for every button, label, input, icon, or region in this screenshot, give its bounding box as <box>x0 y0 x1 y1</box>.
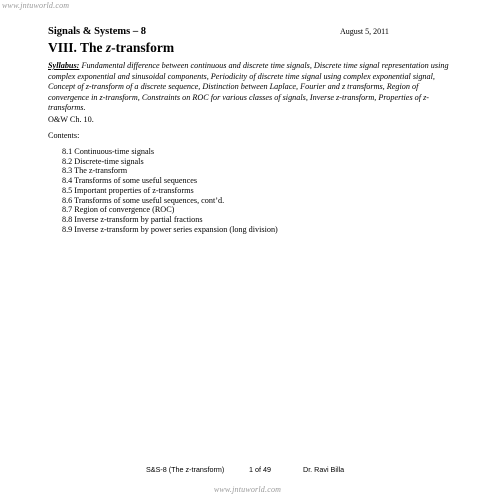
section-title <box>48 40 174 56</box>
contents-item: 8.7 Region of convergence (ROC) <box>62 205 175 215</box>
watermark-bottom: www.jntuworld.com <box>213 485 282 494</box>
footer-document-title: S&S-8 (The z-transform) <box>146 465 225 474</box>
contents-item: 8.5 Important properties of z-transforms <box>62 185 194 195</box>
header-date: August 5, 2011 <box>340 27 389 36</box>
section-title-variable: z <box>105 40 112 55</box>
section-title-suffix: -transform <box>111 40 175 55</box>
footer-author: Dr. Ravi Billa <box>303 465 345 474</box>
contents-list <box>62 147 278 234</box>
contents-item: 8.9 Inverse z-transform by power series expansion (long division) <box>62 224 278 234</box>
section-title-prefix: VIII. The <box>48 40 106 55</box>
watermark-top: www.jntuworld.com <box>2 1 70 10</box>
syllabus-paragraph <box>48 61 458 114</box>
course-header: Signals & Systems – 8 <box>48 26 147 37</box>
contents-heading: Contents: <box>48 131 80 140</box>
contents-item: 8.8 Inverse z-transform by partial fractions <box>62 214 203 224</box>
contents-item: 8.1 Continuous-time signals <box>62 147 155 156</box>
contents-item: 8.3 The z-transform <box>62 166 128 176</box>
footer-page-number: 1 of 49 <box>249 465 271 474</box>
contents-item: 8.4 Transforms of some useful sequences <box>62 176 198 186</box>
textbook-reference: O&W Ch. 10. <box>48 115 94 124</box>
contents-item: 8.6 Transforms of some useful sequences, cont’d. <box>62 195 225 205</box>
syllabus-text: Fundamental difference between continuous and discrete time signals, Discrete time signal representation using complex exponential and sinusoidal components, Periodicity of discrete time signal using complex exponential signal, Concept of z-transform of a discrete sequence, Distinction between Laplace, Fourier and z transforms, Region of convergence in z-transform, Constraints on ROC for various classes of signals, Inverse z-transform, Properties of z-transforms. <box>48 61 449 113</box>
contents-item: 8.2 Discrete-time signals <box>62 156 144 166</box>
syllabus-label: Syllabus: <box>48 61 80 70</box>
